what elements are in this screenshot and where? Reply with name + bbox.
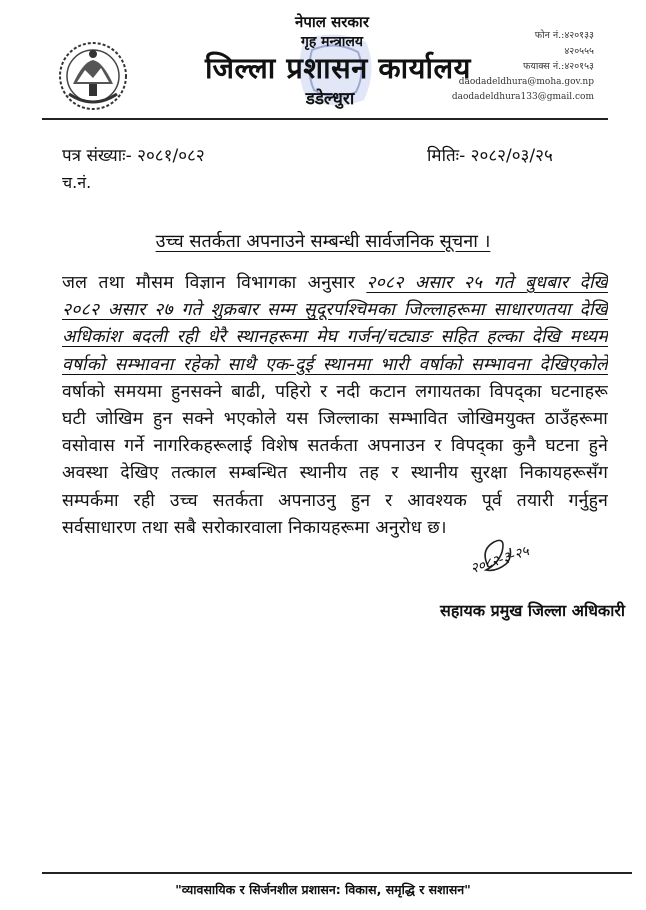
nepal-government-emblem-icon	[55, 38, 131, 114]
district-name: डडेल्धुरा	[305, 89, 355, 109]
notice-body	[62, 270, 608, 542]
notice-heading: उच्च सतर्कता अपनाउने सम्बन्धी सार्वजनिक सूचना ।	[155, 231, 491, 252]
header-divider	[42, 118, 608, 120]
body-text: जल तथा मौसम विज्ञान विभागका अनुसार	[62, 273, 367, 293]
footer-slogan: "व्यावसायिक र सिर्जनशील प्रशासन: विकास, समृद्धि र सशासन"	[175, 882, 471, 897]
body-emphasis: २०८२ असार २५ गते बुधबार देखि	[366, 273, 608, 293]
body-line	[62, 406, 608, 433]
government-name: नेपाल सरकार	[295, 13, 369, 31]
body-line	[62, 270, 608, 297]
body-emphasis: वर्षाको सम्भावना रहेको साथै एक-दुई स्थानमा भारी वर्षाको सम्भावना देखिएकोले	[62, 354, 608, 375]
ministry-name: गृह मन्त्रालय	[300, 34, 364, 50]
body-line	[62, 297, 608, 324]
body-line	[62, 433, 608, 460]
body-text: सर्वसाधारण तथा सबै सरोकारवाला निकायहरूमा अनुरोध छ।	[62, 517, 447, 538]
phone-number: फोन नं.:४२०१३३	[534, 30, 594, 41]
signatory-title: सहायक प्रमुख जिल्ला अधिकारी	[440, 601, 626, 620]
signature-date: २०८२-३-२५	[468, 543, 532, 578]
body-line	[62, 488, 608, 515]
body-emphasis: २०८२ असार २७ गते शुक्रबार सम्म सुदूरपश्चिमका जिल्लाहरूमा साधारणतया देखि	[62, 300, 608, 321]
body-line	[62, 324, 608, 351]
office-name: जिल्ला प्रशासन कार्यालय	[204, 51, 471, 85]
body-line	[62, 460, 608, 487]
email-address: daodadeldhura@moha.gov.np	[458, 76, 594, 87]
body-text: सम्पर्कमा रही उच्च सतर्कता अपनाउनु हुन र आवश्यक पूर्व तयारी गर्नुहुन	[62, 490, 608, 511]
body-emphasis: अधिकांश बदली रही धेरै स्थानहरूमा मेघ गर्जन/चट्याङ सहित हल्का देखि मध्यम	[62, 327, 608, 348]
email-address-2: daodadeldhura133@gmail.com	[451, 92, 594, 102]
letter-number: पत्र संख्याः- २०८१/०८२	[62, 146, 205, 166]
body-text: घटी जोखिम हुन सक्ने भएकोले यस जिल्लाका सम्भावित जोखिमयुक्त ठाउँहरूमा	[62, 409, 608, 430]
phone-number-2: ४२०५५५	[564, 45, 594, 57]
body-text: वर्षाको समयमा हुनसक्ने बाढी, पहिरो र नदी कटान लगायतका विपद्का घटनाहरू	[62, 381, 608, 402]
body-line	[62, 352, 608, 379]
body-text: वसोवास गर्ने नागरिकहरूलाई विशेष सतर्कता अपनाउन र विपद्का कुनै घटना हुने	[62, 436, 608, 457]
letter-date: मितिः- २०८२/०३/२५	[427, 146, 553, 166]
body-line	[62, 379, 608, 406]
body-text: अवस्था देखिए तत्काल सम्बन्धित स्थानीय तह र स्थानीय सुरक्षा निकायहरूसँग	[62, 463, 608, 484]
dispatch-number: च.नं.	[62, 173, 92, 192]
contact-block	[452, 28, 594, 106]
fax-number: फयाक्स नं.:४२०१५३	[523, 61, 594, 72]
footer-divider	[42, 872, 632, 874]
